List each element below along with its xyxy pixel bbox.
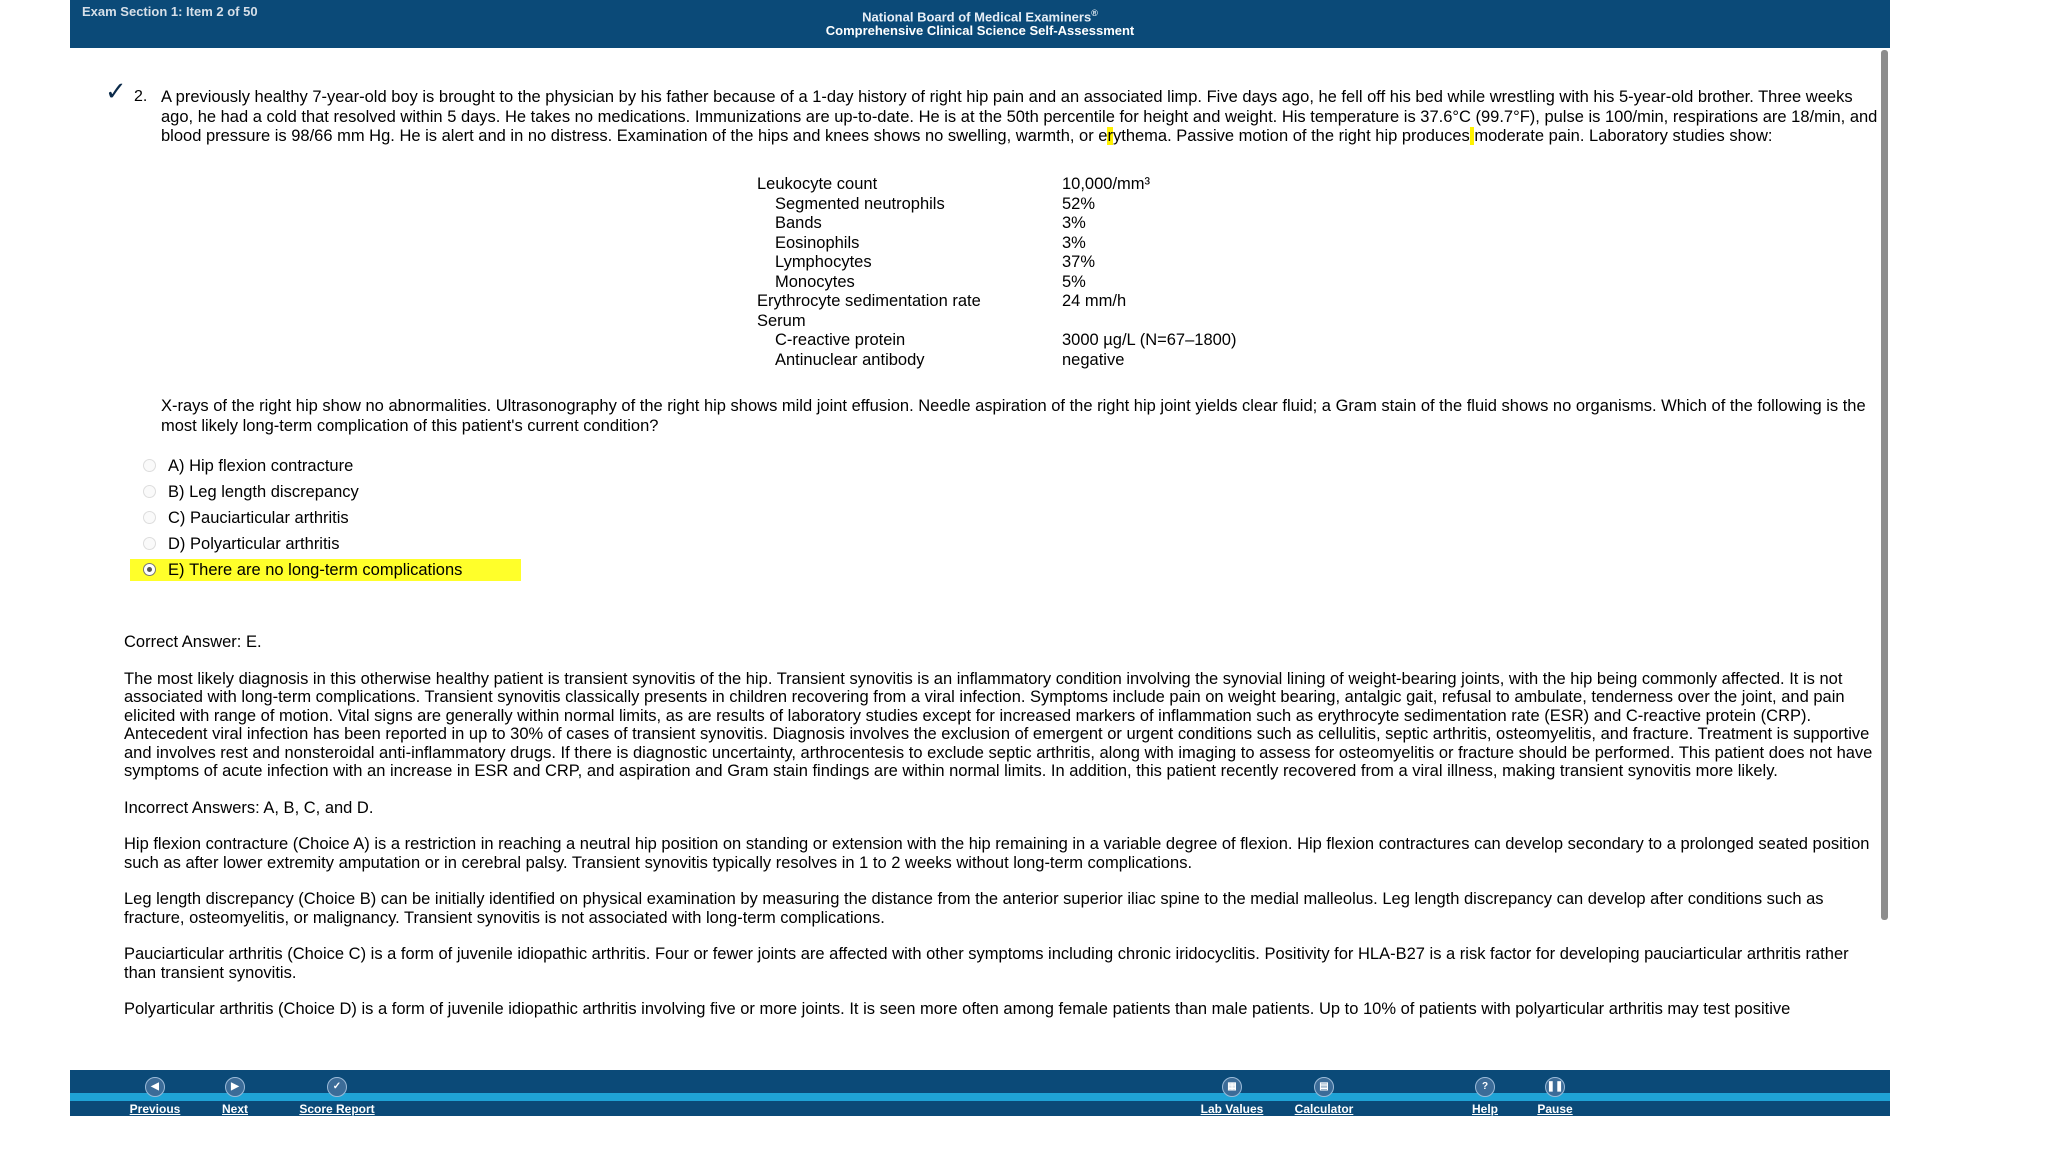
- answer-choice-e[interactable]: [130, 559, 521, 581]
- checkmark-icon: ✓: [105, 76, 127, 106]
- lab-name: Leukocyte count: [757, 175, 878, 193]
- choice-text: Pauciarticular arthritis: [190, 508, 349, 527]
- incorrect-answers: Incorrect Answers: A, B, C, and D.: [124, 798, 374, 817]
- choice-letter: E): [168, 560, 185, 579]
- explanation-main: The most likely diagnosis in this otherwise healthy patient is transient synovitis of the hip. Transient synovitis is an inflammatory condition involving the synovial lining of weight-bearing joints, with the hip being commonly affected. It is not associated with long-term complications. Transient synovitis classically presents in children recovering from a viral infection. Symptoms include pain on weight bearing, antalgic gait, refusal to ambulate, tenderness over the joint, and pain elicited with range of motion. Vital signs are generally within normal limits, as are results of laboratory studies except for increased markers of inflammation such as erythrocyte sedimentation rate (ESR) and C-reactive protein (CRP). Antecedent viral infection has been reported in up to 30% of cases of transient synovitis. Diagnosis involves the exclusion of emergent or urgent conditions such as cellulitis, septic arthritis, osteomyelitis, and fracture. Treatment is supportive and involves rest and nonsteroidal anti-inflammatory drugs. If there is diagnostic uncertainty, arthrocentesis to exclude septic arthritis, along with imaging to assess for osteomyelitis or fracture should be performed. This patient does not have symptoms of acute infection with an increase in ESR and CRP, and aspiration and Gram stain findings are within normal limits. In addition, this patient recently recovered from a viral illness, making transient synovitis more likely.: [124, 669, 1873, 780]
- answer-explanation: [124, 633, 1879, 1034]
- lab-name: Lymphocytes: [775, 253, 872, 271]
- previous-arrow-icon: ◀: [145, 1077, 165, 1097]
- lab-value: 24 mm/h: [1062, 292, 1127, 310]
- lab-value: 3%: [1062, 214, 1086, 232]
- lab-value: 5%: [1062, 272, 1086, 291]
- previous-label: Previous: [129, 1102, 181, 1116]
- scrollbar-thumb[interactable]: [1881, 50, 1888, 920]
- choice-letter: C): [168, 508, 186, 527]
- lab-values-icon: ▦: [1222, 1077, 1242, 1097]
- pause-button[interactable]: [1530, 1077, 1580, 1116]
- score-report-label: Score Report: [299, 1102, 375, 1116]
- lab-value: 3%: [1062, 233, 1086, 252]
- answer-choice-d[interactable]: [130, 533, 521, 555]
- exam-header: [70, 0, 1890, 48]
- lab-name: C-reactive protein: [775, 331, 906, 349]
- radio-button[interactable]: [143, 511, 156, 524]
- exam-window: [70, 0, 1890, 1116]
- score-report-button[interactable]: [292, 1077, 382, 1116]
- pause-icon: ❚❚: [1545, 1077, 1565, 1097]
- question-stem: [161, 88, 1880, 147]
- lab-value: 37%: [1062, 253, 1096, 271]
- navigation-bar: [70, 1070, 1890, 1116]
- choice-text: Polyarticular arthritis: [190, 534, 340, 553]
- stem-text: ythema. Passive motion of the right hip produces: [1112, 127, 1470, 145]
- radio-button[interactable]: [143, 459, 156, 472]
- previous-button[interactable]: [125, 1077, 185, 1116]
- choice-letter: D): [168, 534, 186, 553]
- exam-title: Comprehensive Clinical Science Self-Assessment: [825, 23, 1135, 39]
- lab-value: negative: [1062, 350, 1125, 369]
- radio-button-selected[interactable]: [143, 563, 156, 576]
- question-number: 2.: [134, 88, 148, 105]
- exam-title-block: [70, 6, 1890, 38]
- answer-choice-b[interactable]: [130, 481, 521, 503]
- item-counter: Exam Section 1: Item 2 of 50: [82, 4, 258, 19]
- explanation-choice-d: Polyarticular arthritis (Choice D) is a form of juvenile idiopathic arthritis involving five or more joints. It is seen more often among female patients than male patients. Up to 10% of patients with polyarticular arthritis may test positive: [124, 1000, 1791, 1018]
- lab-name: Erythrocyte sedimentation rate: [757, 292, 981, 310]
- checkmark-icon: ✓: [327, 1077, 347, 1097]
- answer-choice-c[interactable]: [130, 507, 521, 529]
- stem-text: moderate pain. Laboratory studies show:: [1474, 127, 1773, 145]
- lab-value: 3000 µg/L (N=67–1800): [1062, 331, 1237, 349]
- calculator-button[interactable]: [1284, 1077, 1364, 1116]
- help-label: Help: [1471, 1102, 1498, 1116]
- pause-label: Pause: [1537, 1102, 1573, 1116]
- registered-mark: ®: [1091, 8, 1098, 18]
- stem-text: A previously healthy 7-year-old boy is brought to the physician by his father because of a 1-day history of right hip pain and an associated limp. Five days ago, he fell off his bed while wrestling with his 5-year-old brother. Three weeks ago, he had a cold that resolved within 5 days. He takes no medications. Immunizations are up-to-date. He is at the 50th percentile for height and weight. His temperature is 37.6°C (99.7°F), pulse is 100/min, respirations are 18/min, and blood pressure is 98/66 mm Hg. He is alert and in no distress. Examination of the hips and knees shows no swelling, warmth, or e: [161, 88, 1878, 145]
- question-lead-in: X-rays of the right hip show no abnormalities. Ultrasonography of the right hip shows mild joint effusion. Needle aspiration of the right hip joint yields clear fluid; a Gram stain of the fluid shows no organisms. Which of the following is the most likely long-term complication of this patient's current condition?: [161, 397, 1866, 435]
- radio-button[interactable]: [143, 537, 156, 550]
- choice-text: Hip flexion contracture: [189, 456, 354, 475]
- explanation-choice-c: Pauciarticular arthritis (Choice C) is a form of juvenile idiopathic arthritis. Four or fewer joints are affected with other symptoms including chronic iridocyclitis. Positivity for HLA-B27 is a risk factor for developing pauciarticular arthritis rather than transient synovitis.: [124, 945, 1849, 982]
- lab-name: Bands: [775, 214, 822, 232]
- calculator-icon: ▤: [1314, 1077, 1334, 1097]
- lab-values-button[interactable]: [1192, 1077, 1272, 1116]
- lab-name: Monocytes: [775, 272, 855, 291]
- choice-letter: B): [168, 482, 185, 501]
- calculator-label: Calculator: [1294, 1102, 1354, 1116]
- help-icon: ?: [1475, 1077, 1495, 1097]
- explanation-choice-a: Hip flexion contracture (Choice A) is a restriction in reaching a neutral hip position on standing or extension with the hip remaining in a variable degree of flexion. Hip flexion contractures can develop secondary to a prolonged seated position such as after lower extremity amputation or in cerebral palsy. Transient synovitis typically resolves in 1 to 2 weeks without long-term complications.: [124, 835, 1870, 872]
- correct-answer: Correct Answer: E.: [124, 633, 262, 651]
- question-content[interactable]: [70, 48, 1880, 1034]
- lab-value: 10,000/mm³: [1062, 175, 1151, 193]
- stem-highlight: r: [1107, 127, 1113, 145]
- explanation-choice-b: Leg length discrepancy (Choice B) can be initially identified on physical examination by measuring the distance from the anterior superior iliac spine to the medial malleolus. Leg length discrepancy can develop after conditions such as fracture, osteomyelitis, or malignancy. Transient synovitis is not associated with long-term complications.: [124, 890, 1824, 927]
- lab-values-label: Lab Values: [1200, 1102, 1264, 1116]
- next-label: Next: [221, 1102, 248, 1116]
- lab-name: Eosinophils: [775, 233, 860, 252]
- help-button[interactable]: [1460, 1077, 1510, 1116]
- organization-name: National Board of Medical Examiners: [862, 9, 1092, 25]
- lab-value: 52%: [1062, 194, 1096, 213]
- next-button[interactable]: [215, 1077, 255, 1116]
- lab-name: Segmented neutrophils: [775, 194, 945, 213]
- choice-text: Leg length discrepancy: [189, 482, 359, 501]
- lab-name: Serum: [757, 311, 806, 330]
- answer-choices: [130, 455, 521, 585]
- choice-letter: A): [168, 456, 185, 475]
- choice-text: There are no long-term complications: [189, 560, 463, 579]
- next-arrow-icon: ▶: [225, 1077, 245, 1097]
- lab-name: Antinuclear antibody: [775, 350, 925, 369]
- radio-button[interactable]: [143, 485, 156, 498]
- answer-choice-a[interactable]: [130, 455, 521, 477]
